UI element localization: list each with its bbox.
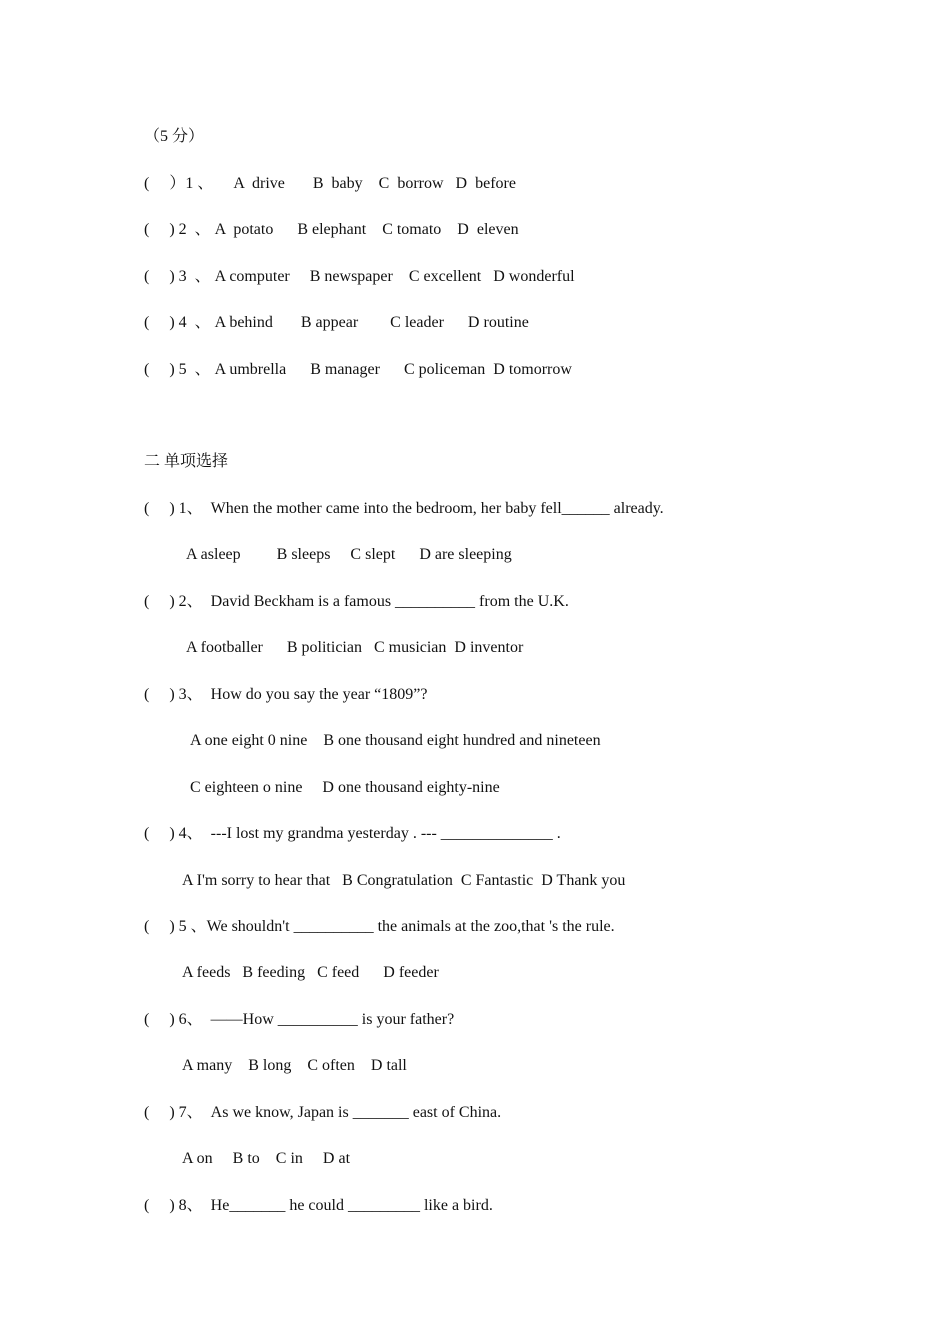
mc-question-4: ( ) 4、 ---I lost my grandma yesterday . --- ______________ . xyxy=(144,825,561,842)
mc-question-1: ( ) 1、 When the mother came into the bedroom, her baby fell______ already. xyxy=(144,500,664,517)
mc-options-3b: C eighteen o nine D one thousand eighty-nine xyxy=(190,779,500,796)
mc-question-6: ( ) 6、 ——How __________ is your father? xyxy=(144,1011,455,1028)
pronunciation-question-1: ( ）1 、 A drive B baby C borrow D before xyxy=(144,175,516,192)
mc-question-3: ( ) 3、 How do you say the year “1809”? xyxy=(144,686,428,703)
mc-options-7: A on B to C in D at xyxy=(182,1150,351,1167)
mc-options-4: A I'm sorry to hear that B Congratulation C Fantastic D Thank you xyxy=(182,872,626,889)
pronunciation-question-2: ( ) 2 、 A potato B elephant C tomato D eleven xyxy=(144,221,519,238)
mc-options-6: A many B long C often D tall xyxy=(182,1057,407,1074)
pronunciation-question-4: ( ) 4 、 A behind B appear C leader D routine xyxy=(144,314,529,331)
mc-question-8: ( ) 8、 He_______ he could _________ like a bird. xyxy=(144,1197,493,1214)
section-heading: 二 单项选择 xyxy=(144,453,229,470)
mc-question-5: ( ) 5 、We shouldn't __________ the animals at the zoo,that 's the rule. xyxy=(144,918,615,935)
mc-options-2: A footballer B politician C musician D inventor xyxy=(186,639,524,656)
mc-options-3a: A one eight 0 nine B one thousand eight hundred and nineteen xyxy=(190,732,601,749)
mc-options-1: A asleep B sleeps C slept D are sleeping xyxy=(186,546,512,563)
section-score: （5 分） xyxy=(144,128,205,145)
pronunciation-question-5: ( ) 5 、 A umbrella B manager C policeman D tomorrow xyxy=(144,361,572,378)
mc-options-5: A feeds B feeding C feed D feeder xyxy=(182,964,439,981)
mc-question-7: ( ) 7、 As we know, Japan is _______ east of China. xyxy=(144,1104,502,1121)
pronunciation-question-3: ( ) 3 、 A computer B newspaper C excellent D wonderful xyxy=(144,268,575,285)
mc-question-2: ( ) 2、 David Beckham is a famous __________ from the U.K. xyxy=(144,593,569,610)
